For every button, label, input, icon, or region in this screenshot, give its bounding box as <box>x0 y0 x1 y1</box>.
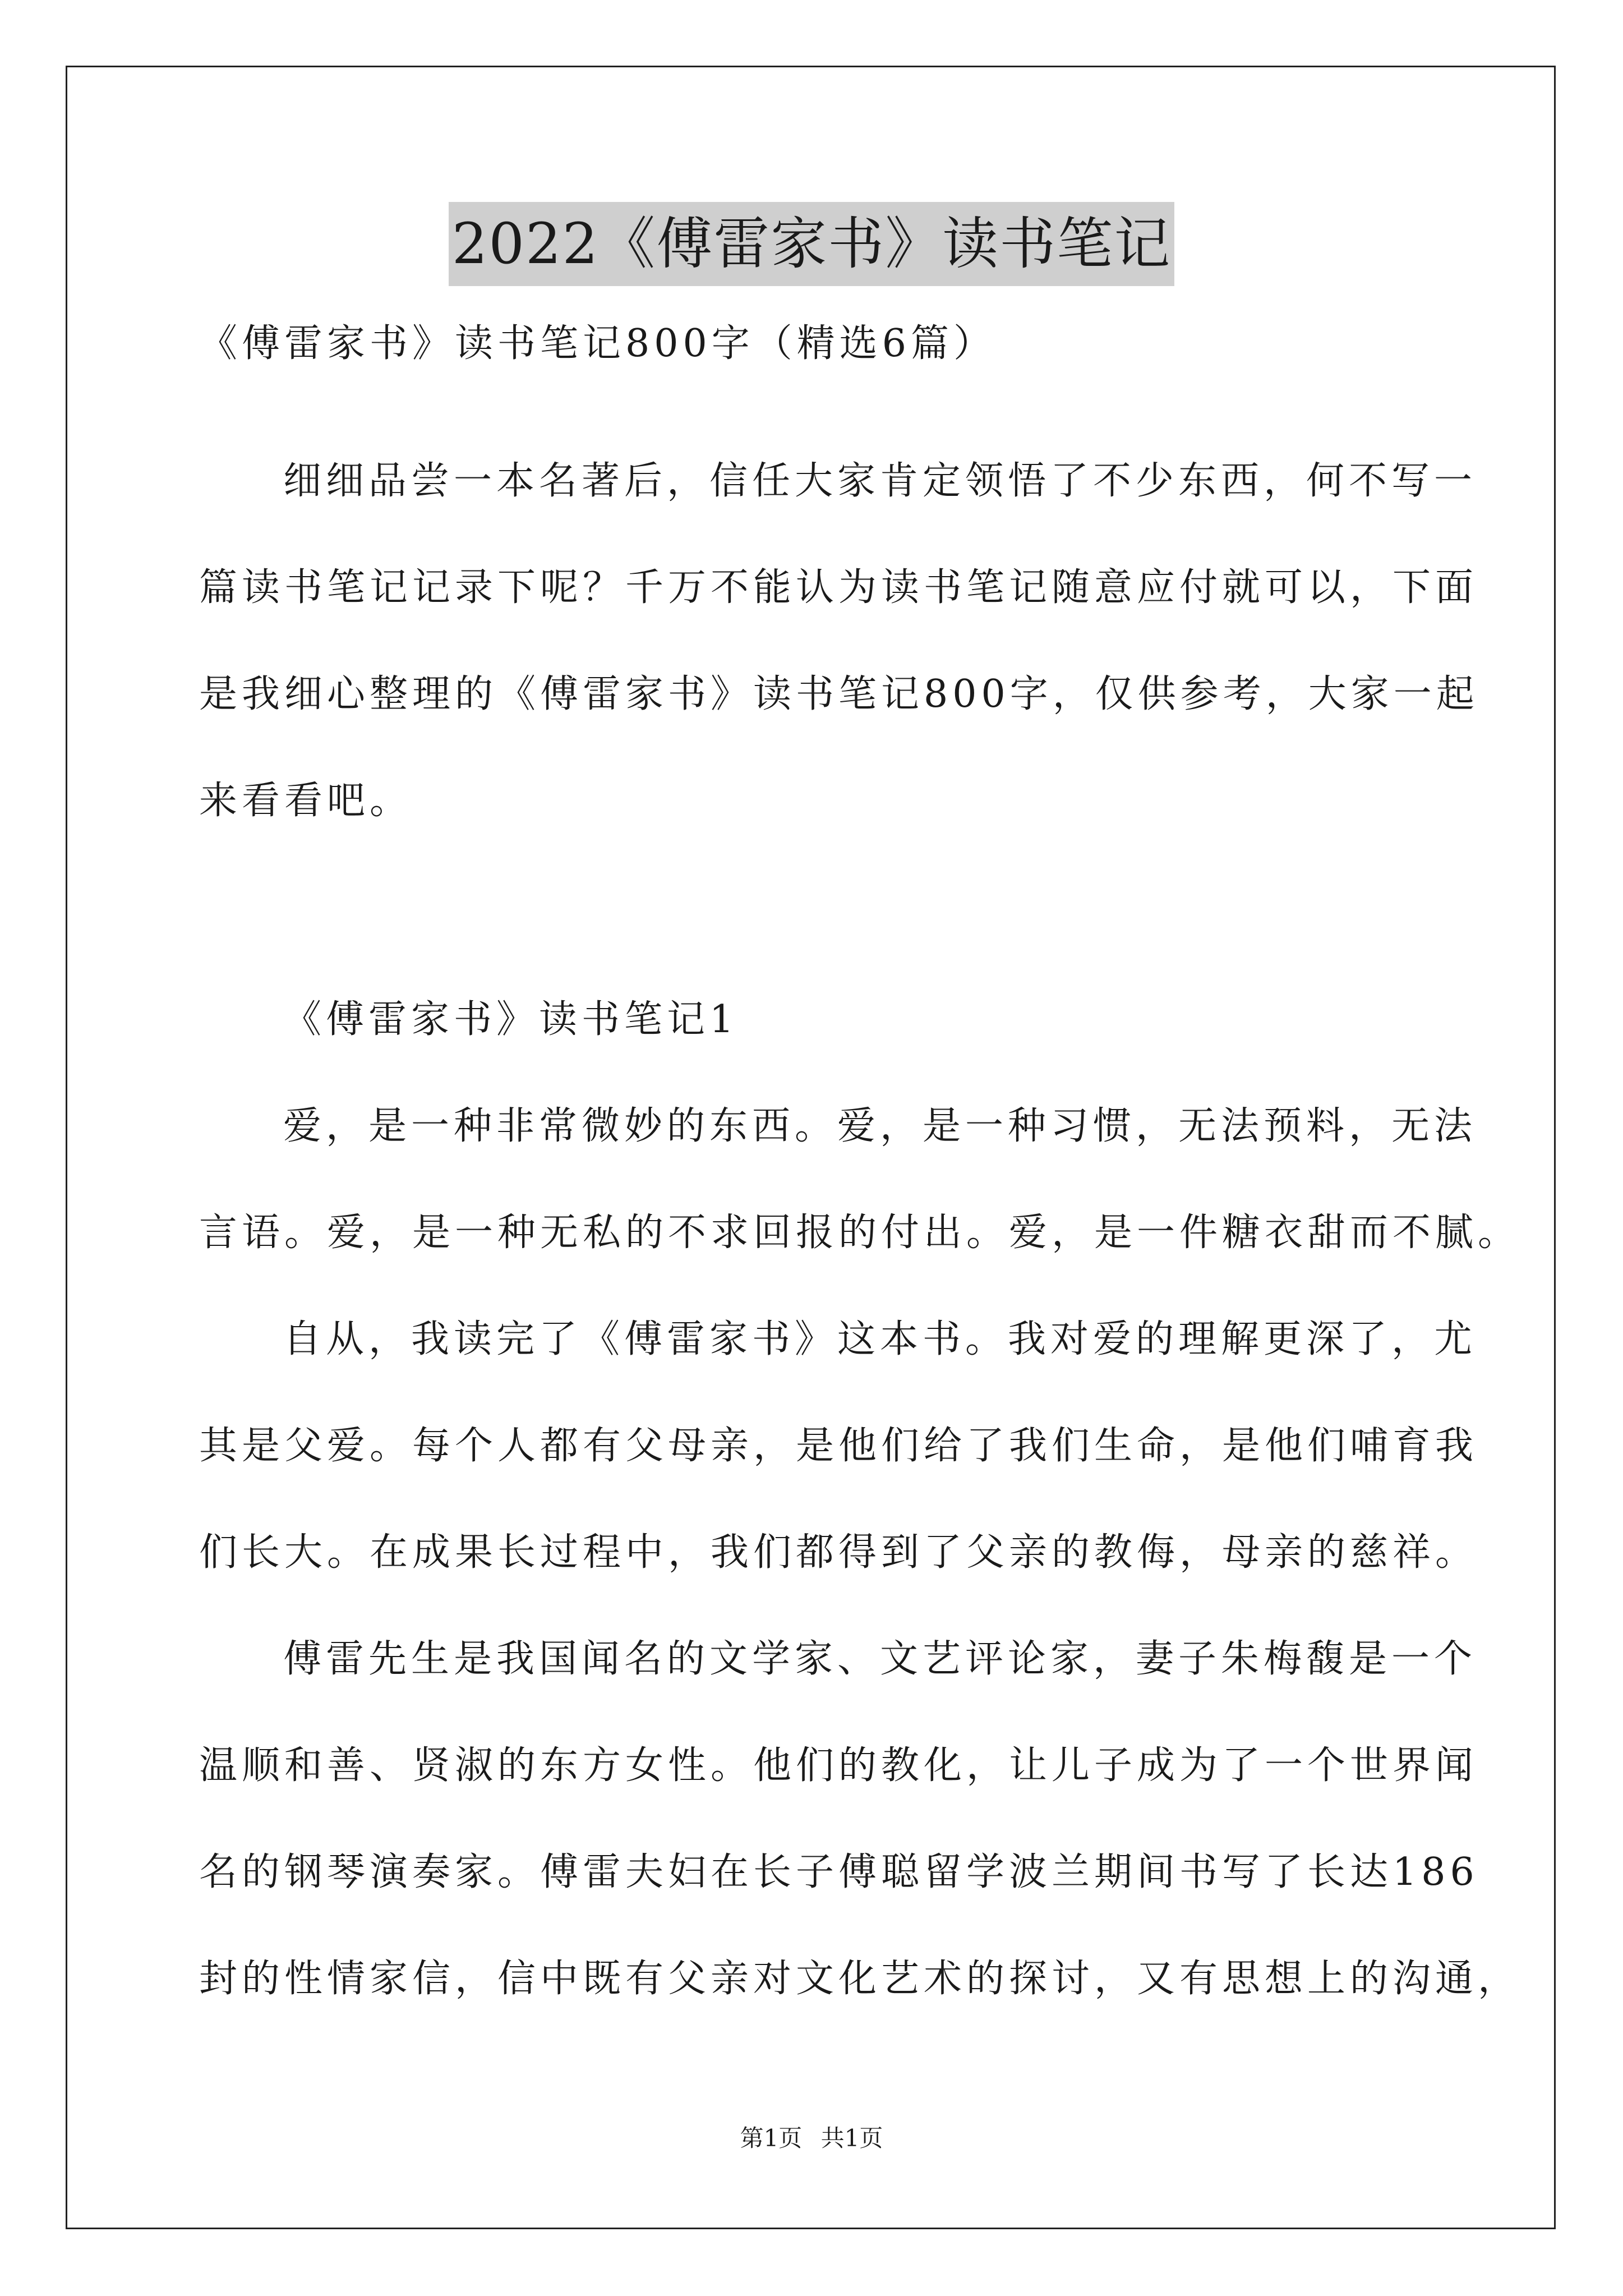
paragraph-line: 温顺和善、贤淑的东方女性。他们的教化，让儿子成为了一个世界闻 <box>199 1743 1478 1788</box>
paragraph-line: 傅雷先生是我国闻名的文学家、文艺评论家，妻子朱梅馥是一个 <box>283 1637 1477 1681</box>
paragraph-line: 其是父爱。每个人都有父母亲，是他们给了我们生命，是他们哺育我 <box>199 1424 1478 1468</box>
paragraph-line: 爱，是一种非常微妙的东西。爱，是一种习惯，无法预料，无法 <box>283 1104 1477 1148</box>
document-title: 2022《傅雷家书》读书笔记 <box>449 202 1175 286</box>
paragraph-line: 是我细心整理的《傅雷家书》读书笔记800字，仅供参考，大家一起 <box>199 672 1479 716</box>
paragraph-line: 篇读书笔记记录下呢？千万不能认为读书笔记随意应付就可以，下面 <box>199 565 1478 610</box>
paragraph-line: 言语。爱，是一种无私的不求回报的付出。爱，是一件糖衣甜而不腻。 <box>199 1211 1521 1255</box>
paragraph-line: 自从，我读完了《傅雷家书》这本书。我对爱的理解更深了，尤 <box>283 1317 1477 1361</box>
subtitle-line: 《傅雷家书》读书笔记800字（精选6篇） <box>199 321 997 366</box>
section-heading: 《傅雷家书》读书笔记1 <box>283 997 739 1042</box>
paragraph-line: 封的性情家信，信中既有父亲对文化艺术的探讨，又有思想上的沟通， <box>199 1957 1521 2001</box>
page-footer <box>0 2122 1623 2155</box>
title-container <box>0 202 1623 286</box>
page-number: 第1页 <box>740 2124 803 2152</box>
paragraph-line: 来看看吧。 <box>199 779 413 823</box>
paragraph-line: 们长大。在成果长过程中，我们都得到了父亲的教侮，母亲的慈祥。 <box>199 1530 1478 1575</box>
paragraph-line: 细细品尝一本名著后，信任大家肯定领悟了不少东西，何不写一 <box>283 459 1477 503</box>
paragraph-line: 名的钢琴演奏家。傅雷夫妇在长子傅聪留学波兰期间书写了长达186 <box>199 1850 1479 1894</box>
page-total: 共1页 <box>820 2124 883 2152</box>
